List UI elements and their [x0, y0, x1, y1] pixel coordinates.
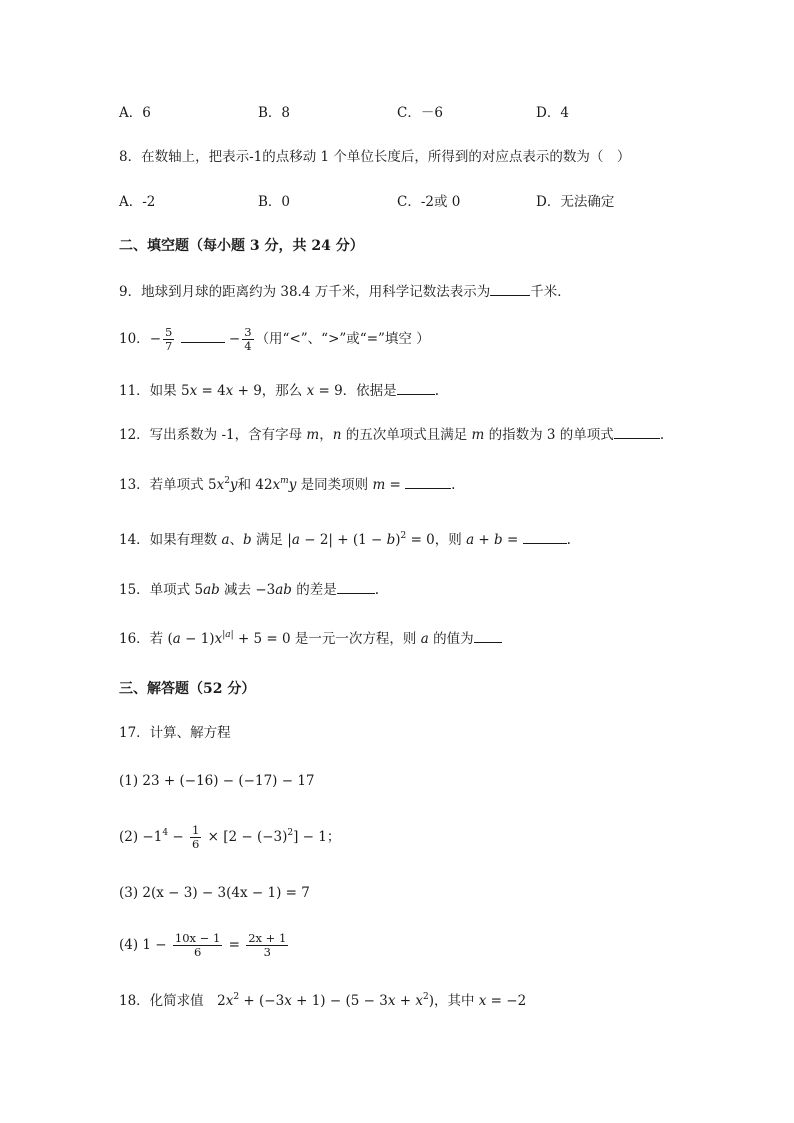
q16: 16．若 $(a - 1)x^{|a|} + 5 = 0$ 是一元一次方程，则 a 的值为	[119, 628, 502, 649]
q9-answer-blank[interactable]	[490, 281, 530, 296]
q13-answer-blank[interactable]	[405, 474, 451, 489]
q8-option-b: B．0	[258, 194, 291, 210]
q9-text-end: 千米．	[530, 284, 571, 300]
q10-answer-blank[interactable]	[181, 328, 225, 343]
q14: 14．如果有理数 a、b 满足 $|a - 2| + (1 - b)^2 = 0$，则 a + b = .	[119, 531, 571, 548]
q8-option-a: A．-2	[119, 194, 156, 210]
q13: 13．若单项式 $5x^2y$和 $42x^my$ 是同类项则 m = .	[119, 476, 456, 493]
q11-answer-blank[interactable]	[397, 380, 435, 395]
q17-part-1: (1) 23 + (−16) − (−17) − 17	[119, 773, 315, 789]
q9-text: 9．地球到月球的距离约为 38.4 万千米，用科学记数法表示为	[119, 284, 491, 300]
q7-option-d: D．4	[536, 105, 569, 121]
q10-label: 10．	[119, 331, 150, 347]
q10-fraction-1: $\frac{5}{7}$	[165, 325, 173, 353]
q15: 15．单项式 5ab 减去 −3ab 的差是 .	[119, 579, 379, 600]
q10-instruction: （用“<”、“>”或“=”填空 ）	[255, 331, 430, 347]
section-fill-in-title: 二、填空题（每小题 3 分，共 24 分）	[119, 238, 364, 254]
q15-answer-blank[interactable]	[337, 579, 375, 594]
q11: 11．如果 5x = 4x + 9，那么 x = 9．依据是 .	[119, 380, 439, 401]
q17-part-4-fraction-left: $\frac{10x - 1}{6}$	[174, 931, 221, 959]
q16-answer-blank[interactable]	[474, 628, 502, 643]
section-solve-title: 三、解答题（52 分）	[119, 681, 256, 697]
q17-part-3: (3) 2(x − 3) − 3(4x − 1) = 7	[119, 885, 310, 901]
q7-option-a: A．6	[119, 105, 151, 121]
q12: 12．写出系数为 -1，含有字母 m，n 的五次单项式且满足 m 的指数为 3 的单项式 .	[119, 424, 664, 445]
q8-stem: 8．在数轴上，把表示-1的点移动 1 个单位长度后，所得到的对应点表示的数为（ ）	[119, 149, 631, 165]
q17-part-2-fraction: $\frac{1}{6}$	[191, 823, 200, 851]
q17-part-4-fraction-right: $\frac{2x + 1}{3}$	[248, 931, 287, 959]
q18: 18．化简求值 $2x^2 + (-3x + 1) - (5 - 3x + x^2)$，其中 x = −2	[119, 992, 527, 1009]
q17-part-4: (4) 1 − $\frac{10x - 1}{6}$ = $\frac{2x + 1}{3}$	[119, 931, 287, 959]
q7-option-c: C．－6	[397, 105, 443, 121]
q17-stem: 17．计算、解方程	[119, 725, 231, 741]
q7-option-b: B．8	[258, 105, 291, 121]
q9	[119, 281, 571, 302]
q10-fraction-2: $\frac{3}{4}$	[244, 325, 252, 353]
q14-answer-blank[interactable]	[523, 529, 567, 544]
q12-answer-blank[interactable]	[614, 424, 660, 439]
q8-option-d: D．无法确定	[536, 194, 615, 210]
q8-option-c: C．-2或 0	[397, 194, 461, 210]
q10: 10．− $\frac{5}{7}$ − $\frac{3}{4}$ （用“<”、“>”或“=”填空 ）	[119, 325, 430, 353]
q17-part-2: $(2) -1^4$ − $\frac{1}{6}$ × $[2 - (-3)^2] - 1$；	[119, 823, 341, 851]
